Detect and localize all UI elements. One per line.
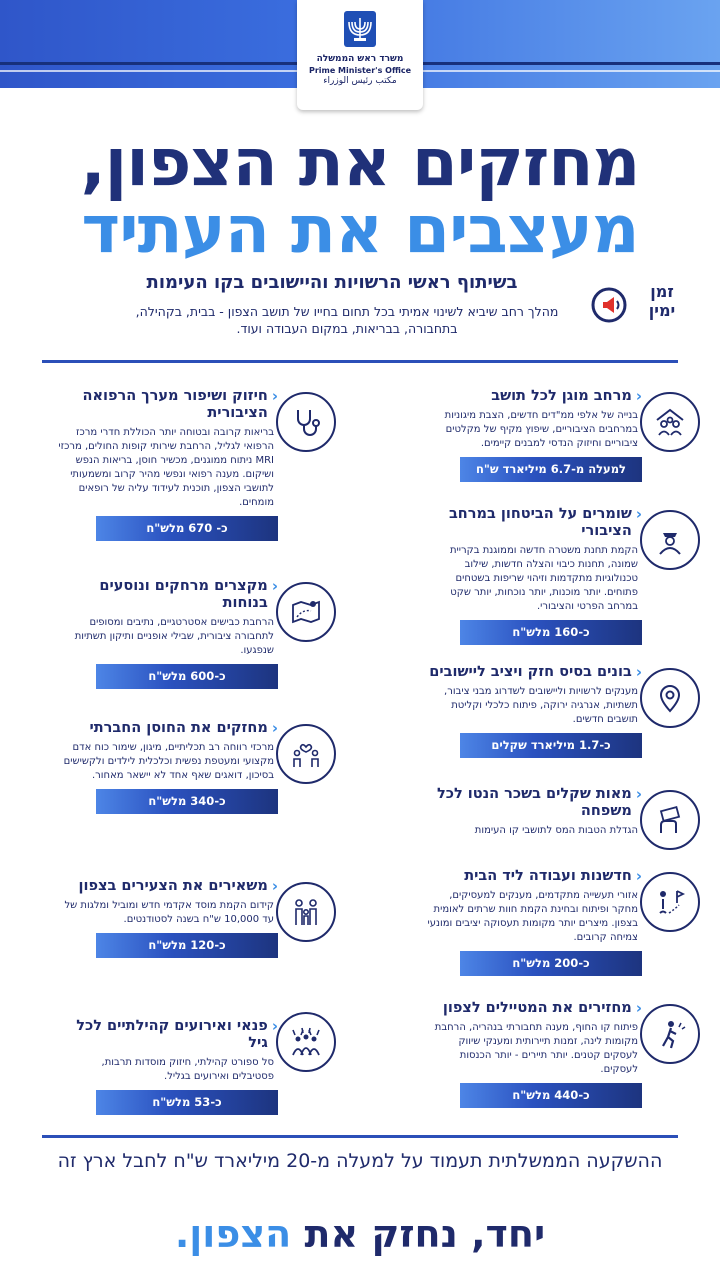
item-cost: כ- 670 מלש"ח	[96, 516, 278, 541]
item-title: מחזירים את המטיילים לצפון	[442, 1000, 632, 1016]
item-tourism	[422, 1000, 642, 1108]
item-title: משאירים את הצעירים בצפון	[78, 878, 268, 894]
location-pin-icon	[640, 668, 700, 728]
police-officer-icon	[640, 510, 700, 570]
chevron-icon: ‹	[635, 387, 642, 405]
divider-bottom	[42, 1135, 678, 1138]
chevron-icon: ‹	[635, 785, 642, 803]
chevron-icon: ‹	[635, 505, 642, 523]
item-cost: למעלה מ-6.7 מיליארד ש"ח	[460, 457, 642, 482]
item-desc: אזורי תעשייה מתקדמים, מענקים למעסיקים, מחקר ופיתוח ובחינת הקמת חוות שרתים לאומית בצפון. מיצרים יותר מקומות תעסוקה יציבים ומונעי צמיחה קרובים.	[427, 890, 638, 943]
clock-megaphone-icon	[590, 286, 628, 324]
item-cost: כ-53 מלש"ח	[96, 1090, 278, 1115]
page-subtitle: בשיתוף ראשי הרשויות והיישובים בקו העימות	[146, 272, 518, 293]
path-target-icon	[640, 872, 700, 932]
badge-text: זמן ימין	[648, 282, 676, 320]
item-innovation	[422, 868, 642, 976]
item-title: מחזקים את החוסן החברתי	[89, 720, 268, 736]
item-cost: כ-160 מלש"ח	[460, 620, 642, 645]
org-name-arabic: مكتب رئيس الوزراء	[323, 76, 397, 86]
money-hand-icon	[640, 790, 700, 850]
item-desc: פיתוח קו החוף, מענה תחבורתי בנהריה, הרחבת מקומות לינה, זמנות תיירותית ומענקי שיווק לעסקים קטנים. יותר תיירים - יותר הכנסות לעסקים.	[434, 1022, 638, 1075]
slogan	[20, 1212, 700, 1256]
org-name-english: Prime Minister's Office	[308, 66, 412, 75]
zman-yamin-badge	[584, 282, 684, 328]
shelter-family-icon	[640, 392, 700, 452]
hiker-icon	[640, 1004, 700, 1064]
item-title: פנאי ואירועים קהילתיים לכל גיל	[76, 1018, 268, 1051]
item-title: מרחב מוגן לכל תושב	[491, 388, 632, 404]
route-map-icon	[276, 582, 336, 642]
item-desc: בריאות קרובה ובטוחה יותר הכוללת חדרי מרכז הרפואי לגליל, הרחבת שירותי קופות החולים, מרכזי MRI ניתוח ממוגנים, מכשיר חוסן, בריאות הנפש ושיקום. מענה רפואי ונפשי מהיר קרוב ומשמעותי לתושבי הצפון, תוכנית לעידוד עליה של רופאים מומחים.	[58, 427, 274, 508]
item-settlements	[422, 664, 642, 758]
item-cost: כ-440 מלש"ח	[460, 1083, 642, 1108]
young-family-icon	[276, 882, 336, 942]
item-title: מאות שקלים בשכר הנטו לכל משפחה	[436, 786, 632, 819]
chevron-icon: ‹	[635, 867, 642, 885]
item-desc: הקמת תחנת משטרה חדשה וממוגנת בקריית שמונה, תחנות כיבוי והצלה חדשות, שילוב טכנולוגיות מתקדמות וזיהוי שריפות בשטחים פתוחים. יותר מוכנות, יותר נוכחות, יותר שקט במרחב הפרטי והציבורי.	[449, 545, 638, 612]
people-heart-icon	[276, 724, 336, 784]
item-cost: כ-600 מלש"ח	[96, 664, 278, 689]
chevron-icon: ‹	[271, 387, 278, 405]
item-security	[422, 506, 642, 645]
chevron-icon: ‹	[271, 1017, 278, 1035]
chevron-icon: ‹	[271, 719, 278, 737]
item-leisure	[58, 1018, 278, 1115]
org-name-hebrew: משרד ראש הממשלה	[316, 54, 404, 64]
page-title-line2: מעצבים את העתיד	[81, 191, 639, 268]
prime-minister-office-logo	[297, 0, 423, 110]
menorah-emblem-icon	[343, 10, 377, 48]
chevron-icon: ‹	[635, 663, 642, 681]
item-title: מקצרים מרחקים ונוסעים בנוחות	[99, 578, 268, 611]
item-desc: מענקים לרשויות וליישובים לשדרוג מבני ציבור, תשתיות, אנרגיה ירוקה, פיתוח כלכלי וקליטת תושבים חדשים.	[444, 686, 638, 725]
item-transport	[58, 578, 278, 689]
item-desc: קידום הקמת מוסד אקדמי חדש ומוביל ומלגות של עד 10,000 ש"ח בשנה לסטודנטים.	[64, 900, 274, 925]
crowd-cheering-icon	[276, 1012, 336, 1072]
item-title: חדשנות ועבודה ליד הבית	[464, 868, 632, 884]
item-desc: הגדלת הטבות המס לתושבי קו העימות	[474, 825, 638, 836]
investment-summary: ההשקעה הממשלתית תעמוד על למעלה מ-20 מיליארד ש"ח לחבל ארץ זה	[57, 1150, 663, 1172]
item-desc: בנייה של אלפי ממ"דים חדשים, הצבת מיגוניות במרחבים הציבוריים, שיפוץ מקיף של מקלטים ציבוריים וחיזוק הנדסי למבנים קיימים.	[444, 410, 638, 449]
item-desc: מרכזי רווחה רב תכליתיים, מיגון, שימור כוח אדם מקצועי ומעטפת נפשית וכלכלית לילדים ולקשישים בסיכון, דואגים שאף אחד לא יישאר מאחור.	[63, 742, 274, 781]
item-net-salary	[422, 786, 642, 838]
item-cost: כ-200 מלש"ח	[460, 951, 642, 976]
stethoscope-icon	[276, 392, 336, 452]
item-title: שומרים על הביטחון במרחב הציבורי	[448, 506, 632, 539]
item-title: חיזוק ושיפור מערך הרפואה הציבורית	[82, 388, 268, 421]
chevron-icon: ‹	[271, 877, 278, 895]
item-cost: כ-1.7 מיליארד שקלים	[460, 733, 642, 758]
item-cost: כ-120 מלש"ח	[96, 933, 278, 958]
chevron-icon: ‹	[271, 577, 278, 595]
slogan-main: יחד, נחזק את	[291, 1212, 546, 1256]
item-desc: סל ספורט קהילתי, חיזוק מוסדות תרבות, פסטיבלים ואירועים בגליל.	[101, 1057, 274, 1082]
item-social-resilience	[58, 720, 278, 814]
item-title: בונים בסיס חזק ויציב ליישובים	[429, 664, 632, 680]
item-desc: הרחבת כבישים אסטרטגיים, נתיבים ומסופים לתחבורה ציבורית, שבילי אופניים ותיקון תשתיות שנפגעו.	[74, 617, 274, 656]
intro-text: מהלך רחב שיביא לשינוי אמיתי בכל תחום בחייו של תושב הצפון - בבית, בקהילה, בתחבורה, בבריאות, במקום העבודה ועוד.	[135, 304, 559, 336]
item-youth	[58, 878, 278, 958]
divider-top	[42, 360, 678, 363]
slogan-highlight: הצפון.	[174, 1212, 292, 1256]
item-health	[58, 388, 278, 541]
item-cost: כ-340 מלש"ח	[96, 789, 278, 814]
chevron-icon: ‹	[635, 999, 642, 1017]
item-shelter	[422, 388, 642, 482]
page-title-line1: מחזקים את הצפון,	[80, 124, 640, 201]
